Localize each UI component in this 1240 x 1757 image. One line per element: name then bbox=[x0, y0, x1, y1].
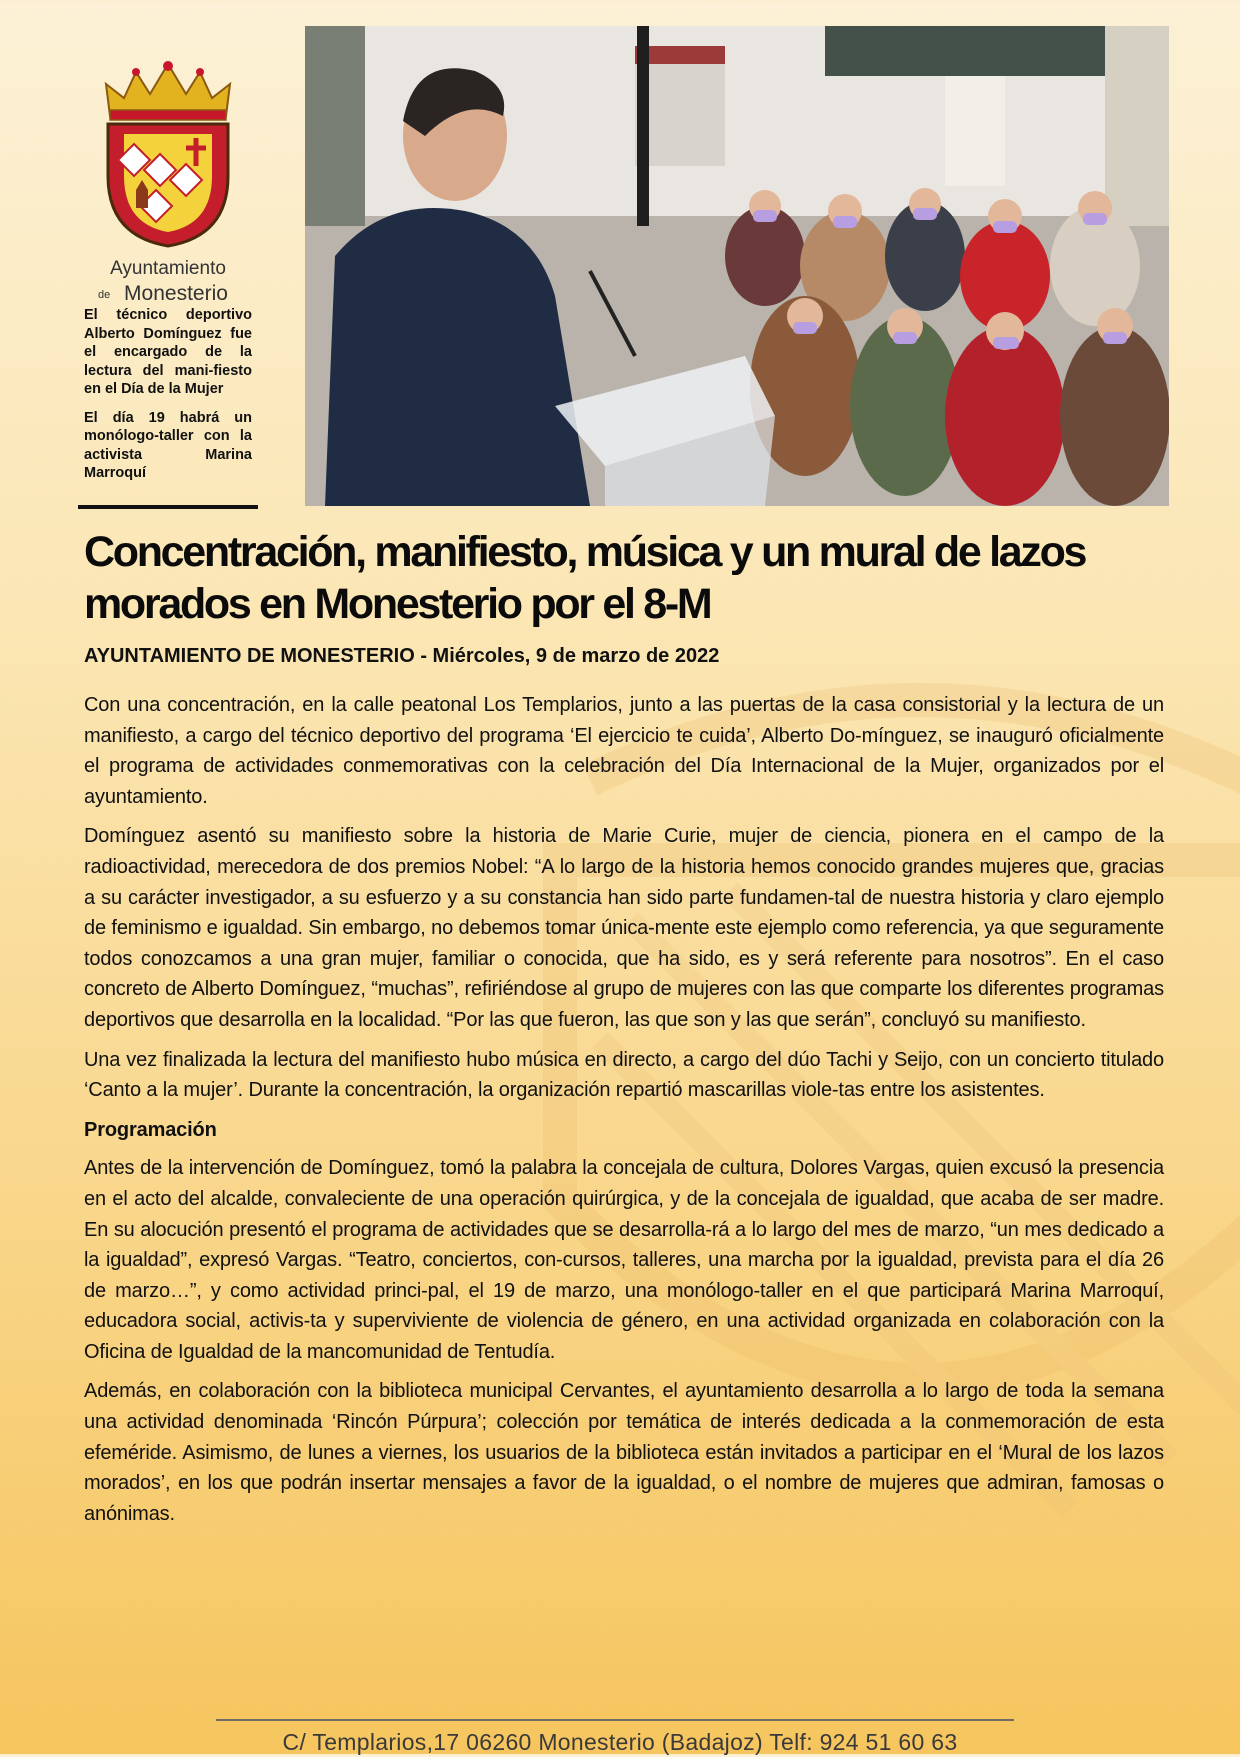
logo-text-line2: Monesterio bbox=[124, 282, 228, 305]
headline-line1: Concentración, manifiesto, música y un mural de lazos bbox=[84, 528, 1086, 576]
headline-line2: morados en Monesterio por el 8-M bbox=[84, 580, 711, 628]
caption-manifesto: El técnico deportivo Alberto Domínguez fue el encargado de la lectura del mani-fiesto en el Día de la Mujer bbox=[84, 307, 252, 397]
photo-captions bbox=[84, 306, 252, 493]
paragraph-2: Domínguez asentó su manifiesto sobre la historia de Marie Curie, mujer de ciencia, pionera en el campo de la radioactividad, merecedora de dos premios Nobel: “A lo largo de la historia hemos conocido grandes mujeres que, gracias a su carácter investigador, a su esfuerzo y a su constancia han sido parte fundamen-tal de nuestra historia y claro ejemplo de feminismo e igualdad. Sin embargo, no debemos tomar única-mente este ejemplo como referencia, ya que seguramente todos conozcamos a una gran mujer, familiar o conocida, que ha sido, es y será referente para nosotros”. En el caso concreto de Alberto Domínguez, “muchas”, refiriéndose al grupo de mujeres con las que comparte los diferentes programas deportivos que desarrolla en la localidad. “Por las que fueron, las que son y las que serán”, concluyó su manifiesto. bbox=[84, 825, 1164, 1031]
article-headline bbox=[84, 526, 1164, 630]
article-byline: AYUNTAMIENTO DE MONESTERIO - Miércoles, 9 de marzo de 2022 bbox=[84, 645, 720, 667]
paragraph-5: Además, en colaboración con la biblioteca municipal Cervantes, el ayuntamiento desarrolla a lo largo de toda la semana una actividad denominada ‘Rincón Púrpura’; colección por temática de interés dedicada a la conmemoración de esta efeméride. Asimismo, de lunes a viernes, los usuarios de la biblioteca están invitados a participar en el ‘Mural de los lazos morados’, en los que podrán insertar mensajes a favor de la igualdad, o el nombre de mujeres que admiran, famosas o anónimas. bbox=[84, 1380, 1164, 1525]
ayuntamiento-coat-of-arms-logo bbox=[78, 58, 258, 308]
paragraph-4: Antes de la intervención de Domínguez, tomó la palabra la concejala de cultura, Dolores Vargas, quien excusó la presencia en el acto del alcalde, convaleciente de una operación quirúrgica, y de la concejala de igualdad, que acaba de ser madre. En su alocución presentó el programa de actividades que se desarrolla-rá a lo largo del mes de marzo, “un mes dedicado a la igualdad”, expresó Vargas. “Teatro, conciertos, con-cursos, talleres, una marcha por la igualdad, prevista para el día 26 de marzo…”, y como actividad princi-pal, el 19 de marzo, una monólogo-taller en el que participará Marina Marroquí, educadora social, activis-ta y superviviente de violencia de género, en una actividad organizada en colaboración con la Oficina de Igualdad de la mancomunidad de Tentudía. bbox=[84, 1157, 1164, 1363]
paragraph-1: Con una concentración, en la calle peatonal Los Templarios, junto a las puertas de la casa consistorial y la lectura de un manifiesto, a cargo del técnico deportivo del programa ‘El ejercicio te cuida’, Alberto Do-mínguez, se inauguró oficialmente el programa de actividades conmemorativas con la celebración del Día Internacional de la Mujer, organizados por el ayuntamiento. bbox=[84, 694, 1164, 808]
logo-text-de: de bbox=[98, 289, 111, 301]
section-subheading: Programación bbox=[84, 1118, 217, 1141]
paragraph-3: Una vez finalizada la lectura del manifiesto hubo música en directo, a cargo del dúo Tachi y Seijo, con un concierto titulado ‘Canto a la mujer’. Durante la concentración, la organización repartió mascarillas viole-tas entre los asistentes. bbox=[84, 1048, 1164, 1102]
footer-divider bbox=[216, 1719, 1014, 1721]
article-body bbox=[84, 690, 1164, 1538]
caption-divider bbox=[78, 505, 258, 509]
event-photo bbox=[305, 26, 1169, 506]
caption-monologue: El día 19 habrá un monólogo-taller con la activista Marina Marroquí bbox=[84, 409, 252, 481]
footer-address: C/ Templarios,17 06260 Monesterio (Badajoz) Telf: 924 51 60 63 bbox=[282, 1729, 958, 1755]
logo-text-line1: Ayuntamiento bbox=[110, 258, 226, 279]
